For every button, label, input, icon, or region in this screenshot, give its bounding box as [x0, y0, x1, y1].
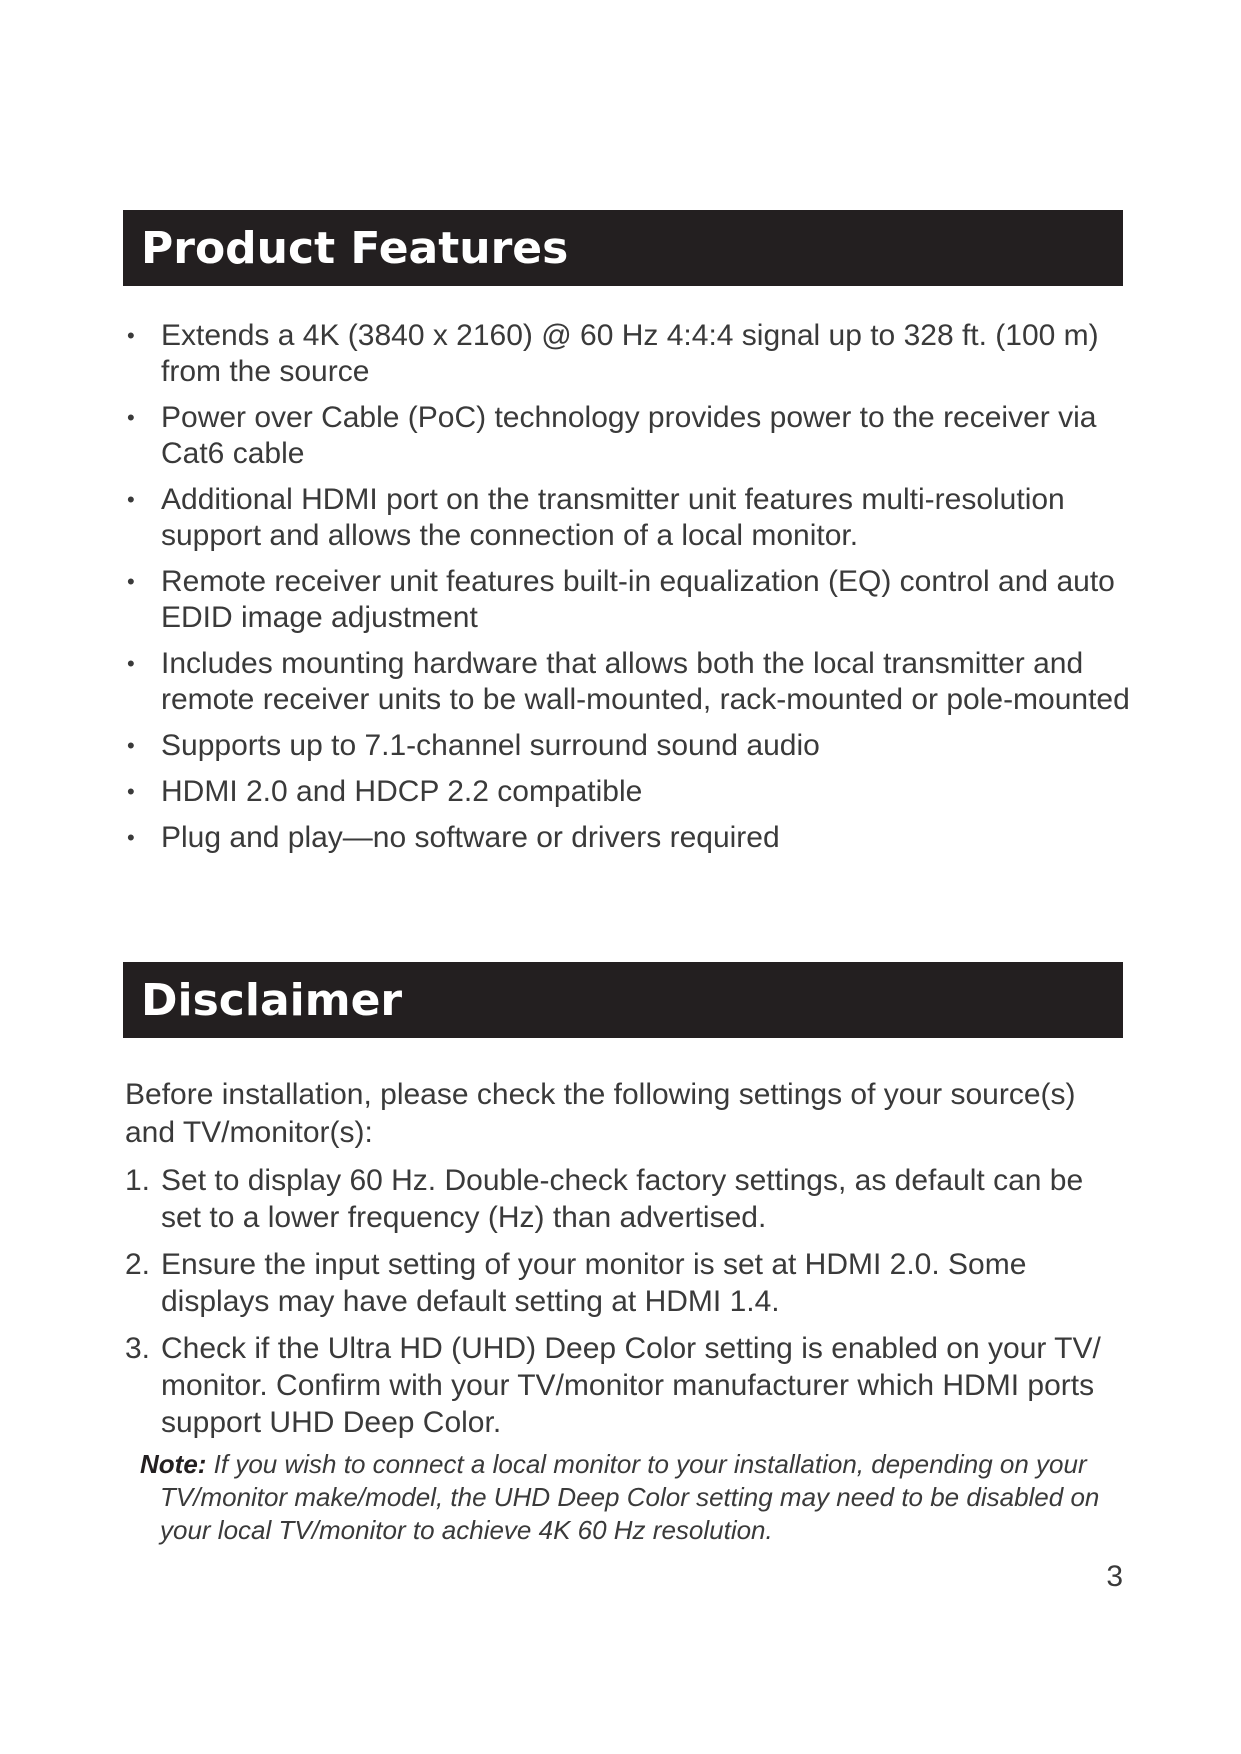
feature-text: Includes mounting hardware that allows both the local transmitter and remote receiver units to be wall-mounted, rack-mounted or pole-mounted [161, 647, 1130, 716]
note-label: Note: [140, 1449, 207, 1479]
bullet-icon: • [127, 651, 135, 676]
bullet-icon: • [127, 733, 135, 758]
product-features-header [123, 210, 1123, 286]
list-item [123, 774, 1133, 810]
list-item [123, 820, 1133, 856]
page-number: 3 [1106, 1560, 1123, 1593]
list-item [125, 1246, 1125, 1320]
feature-text: Additional HDMI port on the transmitter unit features multi-resolution support and allows the connection of a local monitor. [161, 483, 1065, 552]
feature-text: Supports up to 7.1-channel surround sound audio [161, 729, 820, 762]
step-text: Check if the Ultra HD (UHD) Deep Color setting is enabled on your TV/ monitor. Confirm with your TV/monitor manufacturer which HDMI ports support UHD Deep Color. [161, 1332, 1101, 1439]
feature-text: Power over Cable (PoC) technology provides power to the receiver via Cat6 cable [161, 401, 1097, 470]
list-item [125, 1162, 1125, 1236]
list-item [123, 728, 1133, 764]
list-item [123, 564, 1133, 636]
step-number: 1. [125, 1164, 151, 1197]
disclaimer-steps [125, 1162, 1125, 1451]
list-item [123, 646, 1133, 718]
feature-text: Plug and play—no software or drivers required [161, 821, 780, 854]
bullet-icon: • [127, 825, 135, 850]
bullet-icon: • [127, 323, 135, 348]
step-number: 3. [125, 1332, 151, 1365]
disclaimer-note [140, 1448, 1140, 1547]
bullet-icon: • [127, 487, 135, 512]
list-item [123, 318, 1133, 390]
disclaimer-intro: Before installation, please check the following settings of your source(s) and TV/monitor(s): [125, 1078, 1076, 1149]
feature-text: Remote receiver unit features built-in equalization (EQ) control and auto EDID image adjustment [161, 565, 1115, 634]
bullet-icon: • [127, 779, 135, 804]
disclaimer-title: Disclaimer [141, 974, 403, 1026]
bullet-icon: • [127, 569, 135, 594]
list-item [123, 482, 1133, 554]
step-text: Set to display 60 Hz. Double-check factory settings, as default can be set to a lower frequency (Hz) than advertised. [161, 1164, 1084, 1234]
note-text: If you wish to connect a local monitor to your installation, depending on your TV/monitor make/model, the UHD Deep Color setting may need to be disabled on your local TV/monitor to achieve 4K 60 Hz resolution. [160, 1449, 1100, 1545]
feature-text: HDMI 2.0 and HDCP 2.2 compatible [161, 775, 643, 808]
step-text: Ensure the input setting of your monitor is set at HDMI 2.0. Some displays may have default setting at HDMI 1.4. [161, 1248, 1027, 1318]
step-number: 2. [125, 1248, 151, 1281]
product-features-title: Product Features [141, 222, 569, 274]
list-item [123, 400, 1133, 472]
disclaimer-header [123, 962, 1123, 1038]
feature-text: Extends a 4K (3840 x 2160) @ 60 Hz 4:4:4 signal up to 328 ft. (100 m) from the source [161, 319, 1099, 388]
list-item [125, 1330, 1125, 1441]
feature-list [123, 318, 1133, 866]
bullet-icon: • [127, 405, 135, 430]
